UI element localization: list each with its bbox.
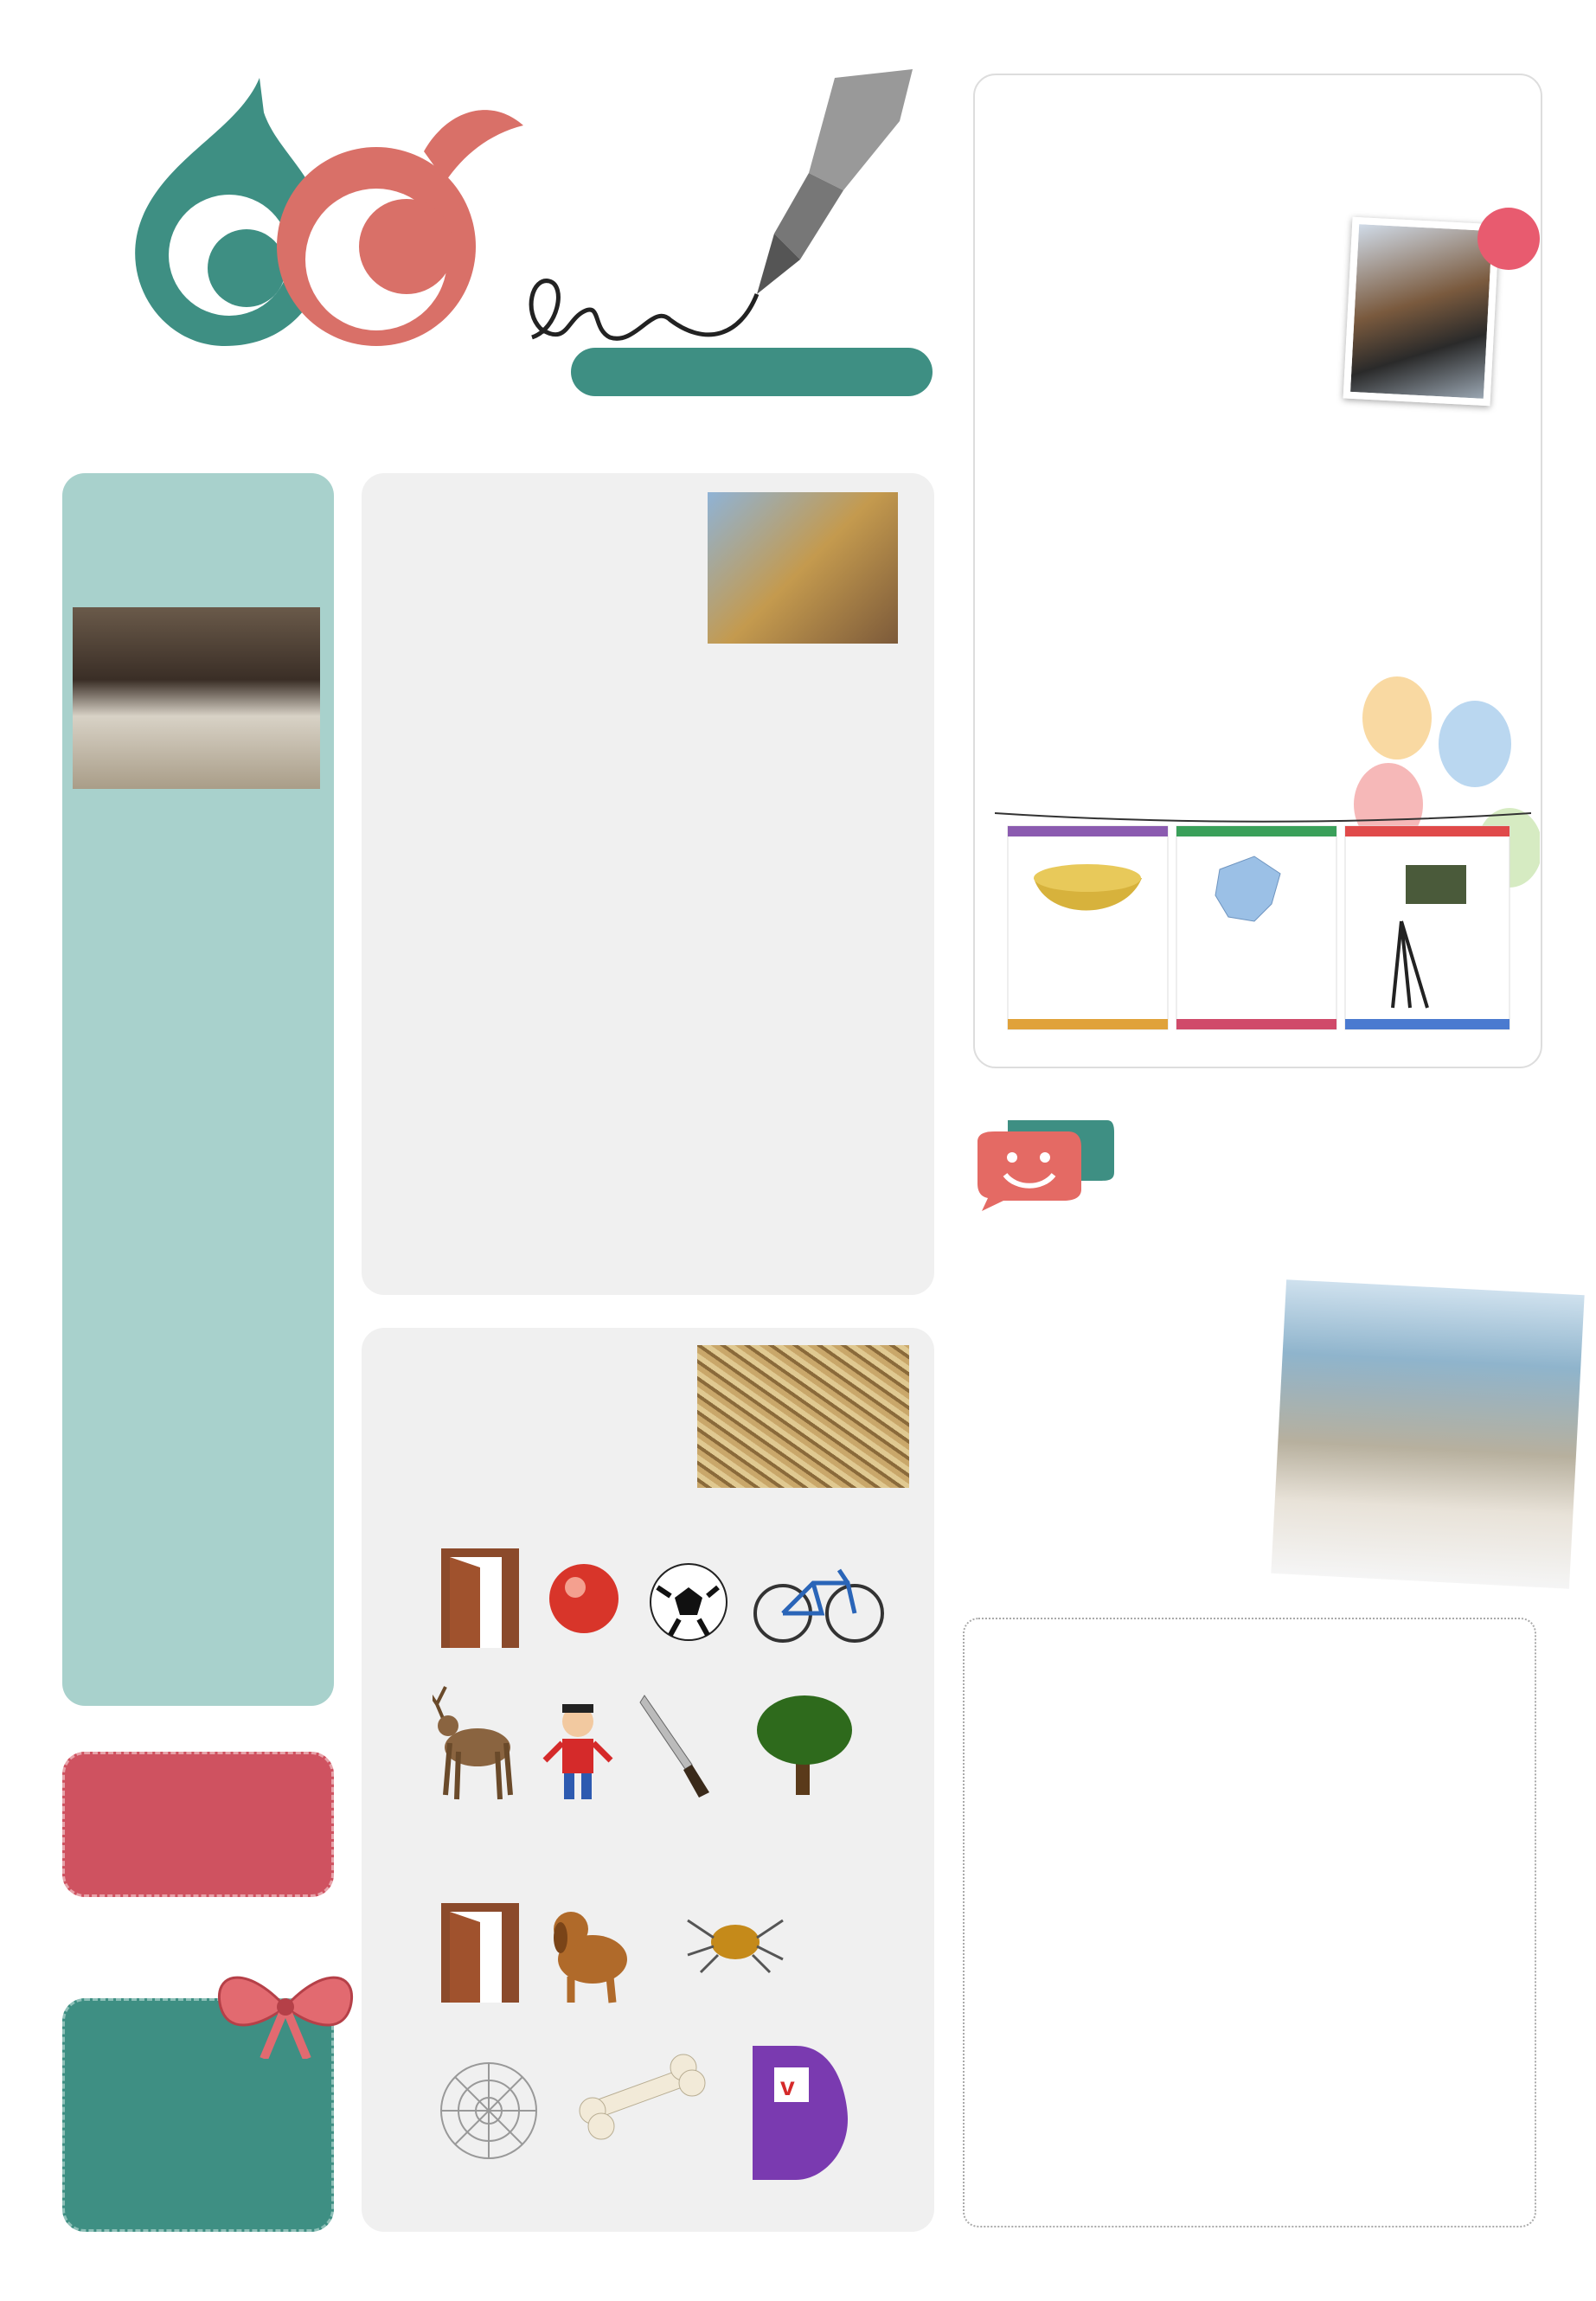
apple-icon bbox=[549, 1564, 619, 1633]
hallo-panel bbox=[62, 473, 334, 1706]
knife-icon bbox=[640, 1695, 709, 1798]
poem bbox=[73, 815, 325, 834]
jarigen-panel bbox=[62, 1752, 334, 1897]
age-badge bbox=[1477, 208, 1540, 270]
bone-icon bbox=[580, 2054, 705, 2139]
straw-photo bbox=[697, 1345, 909, 1488]
contact-banner bbox=[571, 348, 933, 396]
juni7-intro bbox=[386, 607, 853, 629]
rebus-icons bbox=[433, 1548, 934, 2240]
gift-bow-icon bbox=[212, 1955, 359, 2059]
bicycle-icon bbox=[755, 1570, 882, 1641]
football-icon bbox=[651, 1564, 727, 1640]
deer-icon bbox=[433, 1687, 510, 1799]
birthday-photo bbox=[1343, 217, 1500, 407]
happy-birthday-banner bbox=[986, 108, 1531, 203]
logo-graphic bbox=[82, 61, 956, 372]
teruggetikt-text bbox=[960, 1239, 1410, 1260]
juni9-rebus-cards bbox=[995, 809, 1531, 1038]
door-icon-2 bbox=[441, 1903, 519, 2003]
dog-icon bbox=[554, 1912, 627, 2003]
tent-photo bbox=[73, 607, 320, 789]
letter-d-icon bbox=[753, 2046, 848, 2180]
beach-photo bbox=[1271, 1279, 1584, 1589]
spiderweb-icon bbox=[441, 2063, 536, 2158]
rebus-card-2 bbox=[1176, 826, 1336, 1029]
tree-icon bbox=[757, 1695, 852, 1795]
door-icon bbox=[441, 1548, 519, 1648]
triangle-puzzle bbox=[1073, 1851, 1436, 2176]
rebus-card-3 bbox=[1345, 826, 1509, 1029]
svg-text:v: v bbox=[780, 2073, 795, 2101]
juni7-panel bbox=[362, 473, 934, 1295]
chat-bubble-icon bbox=[969, 1116, 1116, 1211]
boy-icon bbox=[545, 1704, 611, 1799]
rebus-card-1 bbox=[1008, 826, 1168, 1029]
spider-icon bbox=[688, 1920, 783, 1972]
